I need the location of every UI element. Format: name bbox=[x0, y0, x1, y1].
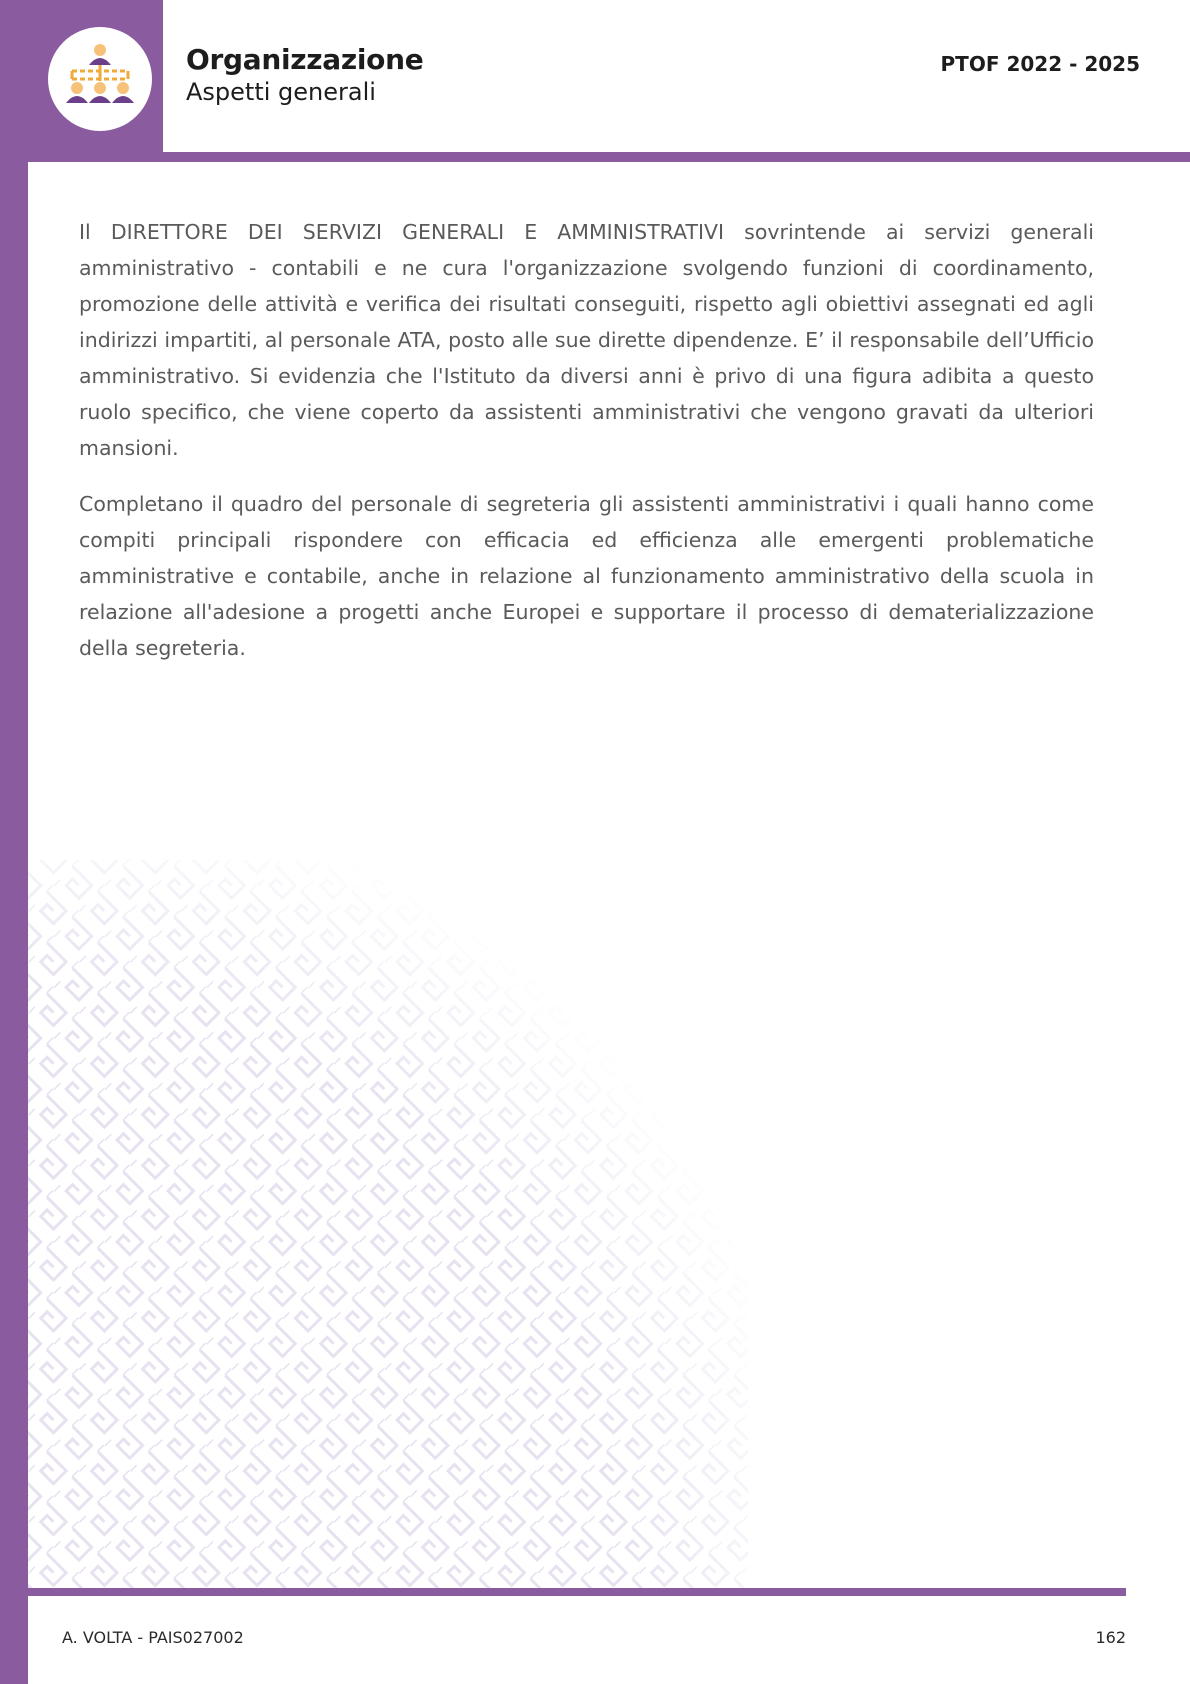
footer-school-code: A. VOLTA - PAIS027002 bbox=[62, 1628, 244, 1647]
paragraph-assistenti: Completano il quadro del personale di segreteria gli assistenti amministrativi i quali hanno come compiti principali rispondere con efficacia ed efficienza alle emergenti problematiche amministrative e contabile, anche in relazione al funzionamento amministrativo della scuola in relazione all'adesione a progetti anche Europei e supportare il processo di dematerializzazione della segreteria. bbox=[79, 492, 1094, 660]
paragraph-dsga: Il DIRETTORE DEI SERVIZI GENERALI E AMMINISTRATIVI sovrintende ai servizi generali amministrativo - contabili e ne cura l'organizzazione svolgendo funzioni di coordinamento, promozione delle attività e verifica dei risultati conseguiti, rispetto agli obiettivi assegnati ed agli indirizzi impartiti, al personale ATA, posto alle sue dirette dipendenze. E’ il responsabile dell’Ufficio amministrativo. Si evidenzia che l'Istituto da diversi anni è privo di una figura adibita a questo ruolo specifico, che viene coperto da assistenti amministrativi che vengono gravati da ulteriori mansioni. bbox=[79, 220, 1094, 460]
plan-label: PTOF 2022 - 2025 bbox=[940, 52, 1140, 76]
page-number: 162 bbox=[1095, 1628, 1126, 1647]
header-divider bbox=[163, 152, 1190, 162]
page-subtitle: Aspetti generali bbox=[186, 78, 376, 106]
background-pattern bbox=[28, 860, 748, 1588]
footer-divider bbox=[28, 1588, 1126, 1596]
left-accent-band bbox=[0, 0, 28, 1684]
body-content bbox=[79, 214, 1094, 686]
page-title: Organizzazione bbox=[186, 43, 424, 76]
organization-chart-icon bbox=[48, 27, 152, 131]
